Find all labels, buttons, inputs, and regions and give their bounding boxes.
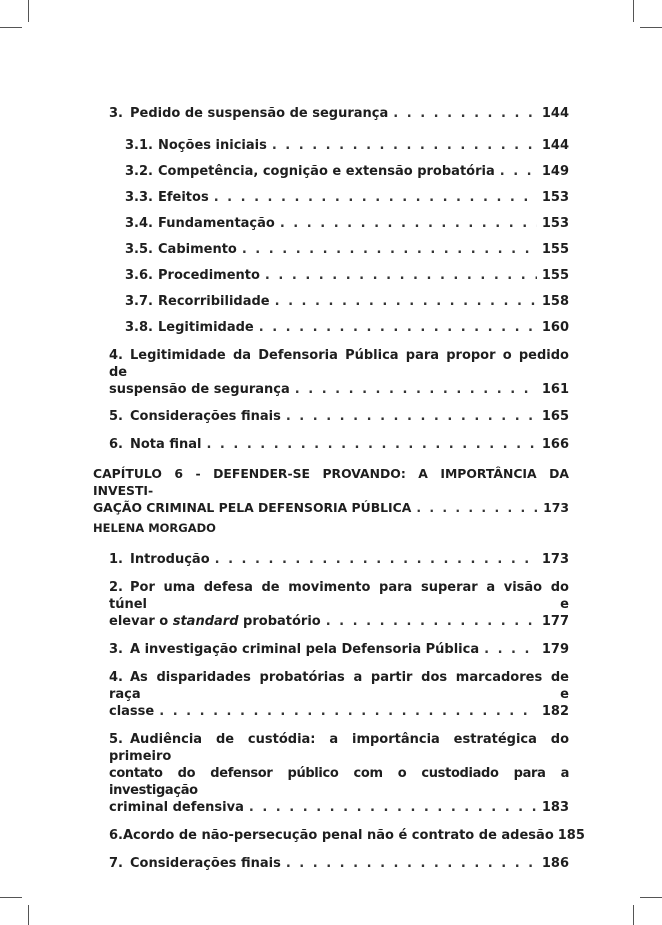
toc-entry[interactable] [125, 163, 569, 180]
toc-entry-page: 160 [541, 320, 569, 335]
chapter-heading[interactable] [93, 465, 569, 516]
toc-entry[interactable] [109, 436, 569, 453]
toc-leader-dots [500, 163, 537, 180]
toc-entry-title: Fundamentação [158, 216, 275, 231]
toc-entry-page: 161 [541, 382, 569, 397]
toc-entry-number: 3.2. [125, 164, 153, 179]
toc-entry-number: 3.8. [125, 320, 153, 335]
chapter-title-continued: GAÇÃO CRIMINAL PELA DEFENSORIA PÚBLICA [93, 500, 412, 515]
toc-leader-dots [280, 215, 537, 232]
toc-entry-page: 177 [541, 614, 569, 629]
crop-mark-top-right-v [633, 0, 634, 22]
toc-entry-number: 2. [109, 580, 123, 595]
toc-leader-dots [249, 799, 537, 816]
toc-entry-number: 5. [109, 732, 123, 747]
toc-entry-page: 155 [541, 268, 569, 283]
crop-mark-top-left-h [0, 27, 22, 28]
toc-entry-title: Recorribilidade [158, 294, 270, 309]
toc-entry-title-continued: suspensão de segurança [109, 382, 290, 397]
toc-entry-number: 5. [109, 409, 123, 424]
toc-entry-number: 3.5. [125, 242, 153, 257]
toc-entry-page: 185 [557, 828, 585, 843]
toc-leader-dots [206, 436, 536, 453]
toc-entry-title-continued: contato do defensor público com o custodiado para a investigação [109, 766, 569, 798]
toc-entry[interactable] [109, 669, 569, 720]
toc-entry[interactable] [109, 408, 569, 425]
toc-entry-page: 144 [541, 138, 569, 153]
toc-entry-number: 1. [109, 552, 123, 567]
toc-entry-number: 7. [109, 856, 123, 871]
crop-mark-bottom-right-v [633, 905, 634, 925]
toc-leader-dots [484, 641, 537, 658]
toc-entry-title-continued: classe [109, 704, 155, 719]
toc-entry-title: Noções iniciais [158, 138, 267, 153]
chapter-page: 173 [543, 500, 569, 515]
toc-entry-title: Audiência de custódia: a importância estratégica do primeiro [109, 732, 569, 764]
toc-leader-dots [416, 499, 538, 516]
crop-mark-bottom-right-h [640, 897, 662, 898]
toc-leader-dots [295, 381, 537, 398]
toc-leader-dots [393, 105, 537, 122]
toc-leader-dots [326, 613, 537, 630]
toc-entry[interactable] [109, 855, 569, 872]
toc-entry[interactable] [109, 641, 569, 658]
toc-entry-page: 182 [541, 704, 569, 719]
toc-entry-title: Introdução [130, 552, 210, 567]
toc-entry-number: 3.4. [125, 216, 153, 231]
toc-entry[interactable] [109, 731, 569, 816]
toc-entry-title: Efeitos [158, 190, 209, 205]
toc-entry-title: Nota final [130, 437, 202, 452]
toc-leader-dots [259, 319, 537, 336]
crop-mark-bottom-left-v [28, 905, 29, 925]
toc-entry-page: 186 [541, 856, 569, 871]
toc-leader-dots [286, 855, 537, 872]
toc-leader-dots [159, 703, 537, 720]
toc-entry-title-continued: elevar o standard probatório [109, 614, 321, 629]
toc-entry[interactable] [125, 319, 569, 336]
toc-entry-page: 153 [541, 190, 569, 205]
toc-entry[interactable] [109, 105, 569, 122]
toc-entry-title: Legitimidade [158, 320, 254, 335]
toc-entry-number: 3.3. [125, 190, 153, 205]
toc-entry[interactable] [125, 293, 569, 310]
toc-entry-number: 3.1. [125, 138, 153, 153]
toc-entry[interactable] [109, 827, 585, 844]
toc-leader-dots [286, 408, 537, 425]
toc-entry-title: Considerações finais [130, 856, 281, 871]
toc-entry-page: 149 [541, 164, 569, 179]
toc-entry-title: As disparidades probatórias a partir dos marcadores de raça e [109, 670, 569, 702]
toc-entry-page: 173 [541, 552, 569, 567]
toc-entry-number: 3. [109, 642, 123, 657]
toc-entry-page: 179 [541, 642, 569, 657]
toc-entry[interactable] [125, 241, 569, 258]
toc-entry[interactable] [125, 189, 569, 206]
crop-mark-top-left-v [28, 0, 29, 22]
toc-entry-number: 4. [109, 670, 123, 685]
toc-entry-number: 4. [109, 348, 123, 363]
toc-entry-title: Cabimento [158, 242, 237, 257]
toc-entry[interactable] [109, 347, 569, 398]
standard-italic: standard [172, 614, 239, 629]
toc-entry-page: 165 [541, 409, 569, 424]
toc-entry[interactable] [125, 137, 569, 154]
toc-entry-page: 166 [541, 437, 569, 452]
crop-mark-bottom-left-h [0, 897, 22, 898]
toc-leader-dots [214, 189, 537, 206]
chapter-title: CAPÍTULO 6 - DEFENDER-SE PROVANDO: A IMPORTÂNCIA DA INVESTI- [93, 466, 569, 498]
toc-entry[interactable] [109, 579, 569, 630]
toc-entry-title: Acordo de não-persecução penal não é contrato de adesão [122, 828, 554, 843]
toc-entry-number: 3. [109, 106, 123, 121]
toc-entry-title: Considerações finais [130, 409, 281, 424]
toc-entry[interactable] [125, 267, 569, 284]
crop-mark-top-right-h [640, 27, 662, 28]
toc-entry[interactable] [125, 215, 569, 232]
toc-leader-dots [265, 267, 537, 284]
toc-entry-title: Procedimento [158, 268, 260, 283]
toc-leader-dots [215, 551, 537, 568]
toc-leader-dots [275, 293, 537, 310]
toc-entry[interactable] [109, 551, 569, 568]
toc-entry-title: A investigação criminal pela Defensoria Pública [130, 642, 480, 657]
table-of-contents [93, 103, 585, 872]
toc-leader-dots [242, 241, 537, 258]
toc-entry-page: 183 [541, 800, 569, 815]
toc-entry-title: Legitimidade da Defensoria Pública para propor o pedido de [109, 348, 569, 380]
toc-entry-number: 3.6. [125, 268, 153, 283]
toc-leader-dots [272, 137, 537, 154]
toc-entry-page: 144 [541, 106, 569, 121]
toc-entry-title: Competência, cognição e extensão probatória [158, 164, 495, 179]
toc-entry-page: 155 [541, 242, 569, 257]
toc-entry-page: 153 [541, 216, 569, 231]
toc-entry-page: 158 [541, 294, 569, 309]
toc-entry-title: Por uma defesa de movimento para superar a visão do túnel e [109, 580, 569, 612]
chapter-author: HELENA MORGADO [93, 521, 216, 535]
toc-entry-number: 6. [109, 828, 123, 843]
toc-entry-title: Pedido de suspensão de segurança [130, 106, 389, 121]
toc-entry-title-continued: criminal defensiva [109, 800, 244, 815]
toc-entry-number: 3.7. [125, 294, 153, 309]
toc-entry-number: 6. [109, 437, 123, 452]
